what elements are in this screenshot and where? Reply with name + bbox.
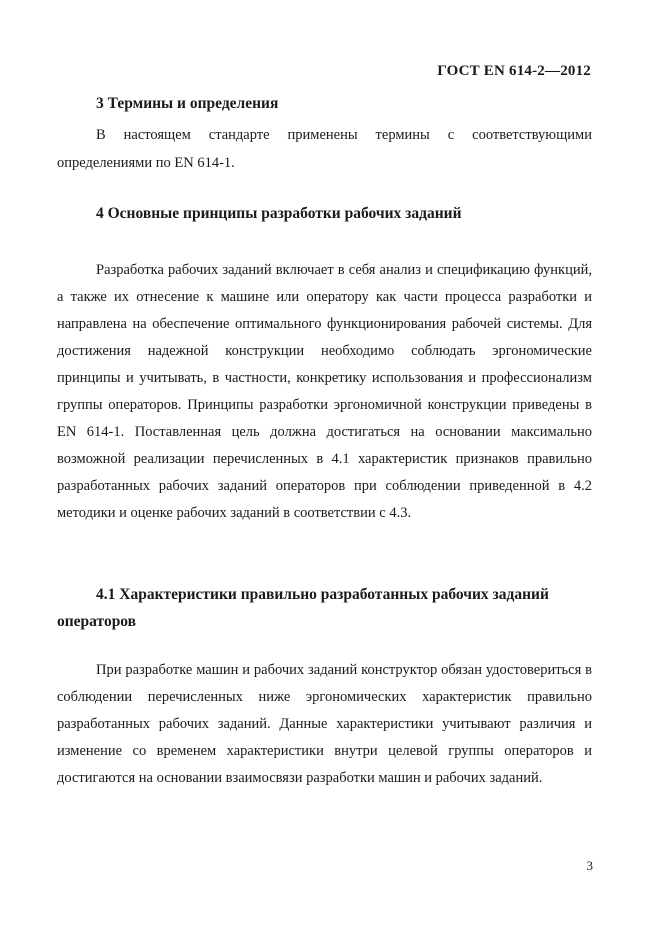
section-3-paragraph: В настоящем стандарте применены термины с соответствующими определениями по EN 614-1. bbox=[57, 127, 592, 171]
section-4-heading: 4 Основные принципы разработки рабочих заданий bbox=[96, 205, 462, 222]
section-4-1-heading-line-2: операторов bbox=[57, 613, 137, 630]
page-number: 3 bbox=[586, 858, 593, 873]
section-4-1-paragraph: При разработке машин и рабочих заданий конструктор обязан удостовериться в соблюдении перечисленных ниже эргономических характеристик правильно разработанных рабочих заданий. Данные характеристики учитывают различия и изменение со временем характеристики внутри целевой группы операторов и достигаются на основании взаимосвязи разработки машин и рабочих заданий. bbox=[57, 662, 592, 786]
section-4-paragraph: Разработка рабочих заданий включает в себя анализ и спецификацию функций, а также их отнесение к машине или оператору как части процесса разработки и направлена на обеспечение оптимального функционирования рабочей системы. Для достижения надежной конструкции необходимо соблюдать эргономические принципы и учитывать, в частности, конкретику использования и профессионализм группы операторов. Принципы разработки эргономичной конструкции приведены в EN 614-1. Поставленная цель должна достигаться на основании максимально возможной реализации перечисленных в 4.1 характеристик признаков правильно разработанных рабочих заданий операторов при соблюдении приведенной в 4.2 методики и оценке рабочих заданий в соответствии с 4.3. bbox=[57, 262, 592, 521]
document-code: ГОСТ EN 614-2—2012 bbox=[437, 63, 591, 79]
section-4-1-heading-line-1: 4.1 Характеристики правильно разработанных рабочих заданий bbox=[96, 586, 549, 603]
section-4-1-heading bbox=[57, 581, 576, 635]
section-3-heading: 3 Термины и определения bbox=[96, 95, 279, 112]
